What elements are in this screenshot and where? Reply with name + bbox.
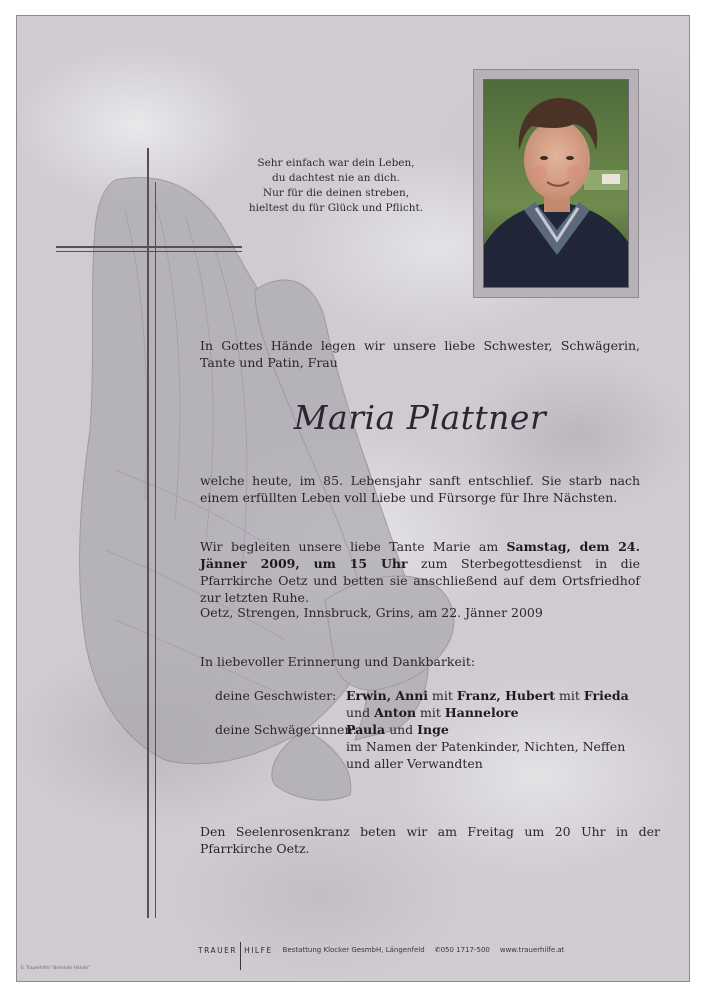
intro-text: In Gottes Hände legen wir unsere liebe Schwester, Schwägerin, Tante und Patin, Frau bbox=[200, 338, 640, 370]
phone-number: 050 1717-500 bbox=[440, 946, 490, 954]
funeral-text bbox=[200, 538, 640, 606]
rosary-text: Den Seelenrosenkranz beten wir am Freitag um 20 Uhr in der Pfarrkirche Oetz. bbox=[200, 824, 660, 856]
company-name: Bestattung Klocker GesmbH, Längenfeld bbox=[282, 946, 425, 954]
connector-text: mit bbox=[416, 705, 445, 720]
portrait-photo bbox=[483, 79, 629, 288]
cross-horizontal-inner bbox=[56, 251, 242, 252]
connector-text: und bbox=[346, 705, 375, 720]
memory-intro-text: In liebevoller Erinnerung und Dankbarkeit: bbox=[200, 654, 476, 669]
siblings-label: deine Geschwister: bbox=[215, 688, 337, 703]
sisters-in-law-label: deine Schwägerinnen: bbox=[215, 722, 357, 737]
phone-icon: ✆050 1717-500 bbox=[434, 946, 490, 954]
connector-text: und bbox=[385, 722, 418, 737]
logo-text-right: HILFE bbox=[244, 945, 273, 955]
sibling-name: Erwin, Anni bbox=[346, 688, 429, 703]
siblings-line-2 bbox=[346, 704, 519, 721]
cross-vertical bbox=[147, 148, 149, 918]
place-date-text: Oetz, Strengen, Innsbruck, Grins, am 22. Jänner 2009 bbox=[200, 605, 543, 620]
cross-vertical-inner bbox=[155, 182, 156, 918]
sister-in-law-name: Paula bbox=[346, 722, 386, 737]
sisters-in-law-line-1 bbox=[346, 721, 449, 738]
trauerhilfe-logo bbox=[198, 936, 273, 964]
copyright-text: © Trauerhilfe "Betende Hände" bbox=[20, 966, 91, 971]
poem-line: hieltest du für Glück und Pflicht. bbox=[248, 202, 424, 214]
poem-line: du dachtest nie an dich. bbox=[272, 172, 400, 184]
portrait-frame bbox=[473, 69, 639, 298]
connector-text: mit bbox=[555, 688, 584, 703]
website-link[interactable]: www.trauerhilfe.at bbox=[499, 946, 565, 954]
deceased-name: Maria Plattner bbox=[293, 398, 547, 437]
poem bbox=[220, 156, 452, 216]
logo-divider bbox=[240, 942, 241, 970]
death-notice-text: welche heute, im 85. Lebensjahr sanft entschlief. Sie starb nach einem erfüllten Leben voll Liebe und Fürsorge für Ihre Nächsten. bbox=[200, 473, 640, 505]
poem-line: Nur für die deinen streben, bbox=[262, 187, 410, 199]
sibling-name: Franz, Hubert bbox=[456, 688, 556, 703]
funeral-text-pre: Wir begleiten unsere liebe Tante Marie am bbox=[200, 539, 507, 554]
sibling-name: Anton bbox=[374, 705, 417, 720]
poem-line: Sehr einfach war dein Leben, bbox=[257, 157, 415, 169]
siblings-line-1 bbox=[346, 687, 629, 704]
footer bbox=[198, 941, 565, 959]
connector-text: mit bbox=[428, 688, 457, 703]
relatives-line: im Namen der Patenkinder, Nichten, Neffen bbox=[346, 739, 626, 754]
sibling-name: Hannelore bbox=[444, 705, 519, 720]
logo-text-left: TRAUER bbox=[198, 945, 238, 955]
relatives-line-2: und aller Verwandten bbox=[346, 756, 483, 771]
funeral-text-post: zum Sterbegottesdienst in die Pfarrkirche Oetz und betten sie anschließend auf dem Ortsfriedhof zur letzten Ruhe. bbox=[200, 556, 640, 605]
funeral-date: Samstag, dem 24. Jänner 2009, um 15 Uhr bbox=[200, 539, 640, 571]
sister-in-law-name: Inge bbox=[417, 722, 449, 737]
cross-horizontal bbox=[56, 246, 242, 248]
portrait-image bbox=[484, 80, 629, 288]
sibling-name: Frieda bbox=[583, 688, 629, 703]
